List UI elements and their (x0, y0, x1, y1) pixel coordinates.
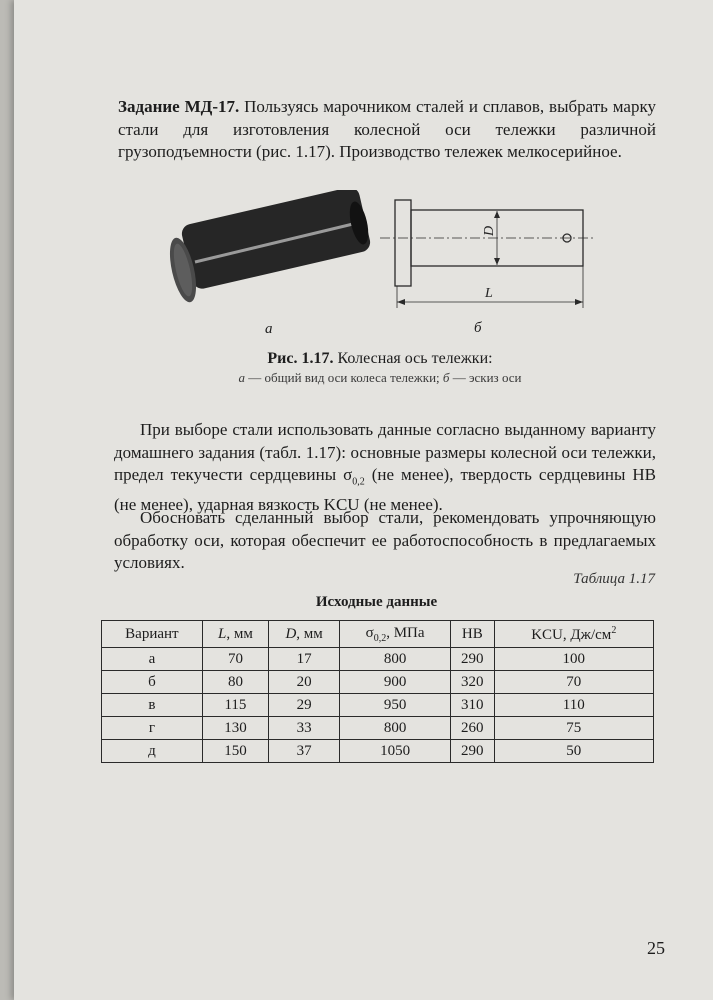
header-d-symbol: D (285, 625, 297, 642)
table-row (102, 694, 654, 717)
figure-caption (100, 350, 660, 368)
dim-l-label: L (485, 286, 493, 301)
header-hb: НВ (451, 621, 495, 648)
cell-variant: г (102, 717, 203, 740)
cell-l: 130 (202, 717, 268, 740)
axle-photo (165, 190, 372, 305)
cell-variant: а (102, 648, 203, 671)
figure-axle (155, 190, 595, 340)
table-row (102, 740, 654, 763)
cell-l: 80 (202, 671, 268, 694)
cell-d: 20 (269, 671, 340, 694)
cell-sigma: 800 (340, 648, 451, 671)
cell-hb: 260 (451, 717, 495, 740)
cell-l: 150 (202, 740, 268, 763)
cell-d: 33 (269, 717, 340, 740)
table-row (102, 648, 654, 671)
body-p1-part1: При выборе стали использовать данные согласно выданному варианту домашнего задания (табл. 1.17): основные размеры колесной оси тележки, предел текучести сердцевины σ (114, 420, 656, 484)
cell-l: 115 (202, 694, 268, 717)
cell-d: 17 (269, 648, 340, 671)
body-paragraph-1 (114, 419, 656, 516)
table-title: Исходные данные (315, 594, 438, 610)
figure-label-a: а (265, 321, 273, 337)
header-sigma-unit: , МПа (386, 624, 425, 641)
task-label: Задание МД-17. (118, 97, 240, 116)
table-label: Таблица 1.17 (573, 571, 655, 587)
table-header-row (102, 621, 654, 648)
header-l-unit: , мм (226, 625, 253, 642)
cell-hb: 290 (451, 648, 495, 671)
cell-variant: б (102, 671, 203, 694)
caption-title-text: Колесная ось тележки: (333, 350, 493, 367)
cell-d: 29 (269, 694, 340, 717)
header-d-unit: , мм (296, 625, 323, 642)
header-sigma-symbol: σ (365, 624, 374, 641)
cell-sigma: 1050 (340, 740, 451, 763)
header-sigma-sub: 0,2 (373, 632, 387, 644)
cell-kcu: 50 (494, 740, 653, 763)
header-kcu-sup: 2 (611, 624, 617, 636)
caption-a-text: — общий вид оси колеса тележки; (245, 370, 443, 385)
caption-number: Рис. 1.17. (267, 350, 334, 367)
header-variant: Вариант (102, 621, 203, 648)
caption-a-letter: а (238, 370, 245, 385)
table-row (102, 671, 654, 694)
cell-hb: 290 (451, 740, 495, 763)
task-paragraph (118, 96, 656, 164)
table-row (102, 717, 654, 740)
cell-hb: 310 (451, 694, 495, 717)
cell-sigma: 950 (340, 694, 451, 717)
cell-l: 70 (202, 648, 268, 671)
header-sigma (340, 621, 451, 648)
header-kcu-text: KCU, Дж/см (531, 626, 612, 643)
cell-sigma: 800 (340, 717, 451, 740)
cell-kcu: 100 (494, 648, 653, 671)
body-p1-sub: 0,2 (352, 476, 365, 488)
dim-d-label: D (482, 225, 497, 236)
header-l (202, 621, 268, 648)
cell-hb: 320 (451, 671, 495, 694)
header-l-symbol: L (218, 625, 227, 642)
figure-label-b: б (474, 320, 482, 336)
body-paragraph-2: Обосновать сделанный выбор стали, рекомендовать упрочняющую обработку оси, которая обеспечит ее работоспособность в предлагаемых условиях. (114, 508, 656, 572)
page-edge (0, 0, 14, 1000)
caption-b-text: — эскиз оси (449, 370, 522, 385)
cell-variant: в (102, 694, 203, 717)
data-table (101, 620, 654, 763)
cell-kcu: 70 (494, 671, 653, 694)
page-number: 25 (647, 938, 665, 958)
cell-d: 37 (269, 740, 340, 763)
header-d (269, 621, 340, 648)
caption-b-letter: б (442, 370, 450, 385)
header-kcu (494, 621, 653, 648)
task-text: Пользуясь марочником сталей и сплавов, выбрать марку стали для изготовления колесной оси тележки различной грузоподъемности (рис. 1.17). Производство тележек мелкосерийное. (118, 97, 656, 161)
cell-sigma: 900 (340, 671, 451, 694)
body-p1-part2: (не менее), твердость сердцевины НВ (не менее), ударная вязкость KCU (не менее). (114, 465, 657, 514)
figure-caption-legend (100, 370, 660, 386)
cell-kcu: 110 (494, 694, 653, 717)
cell-variant: д (102, 740, 203, 763)
cell-kcu: 75 (494, 717, 653, 740)
